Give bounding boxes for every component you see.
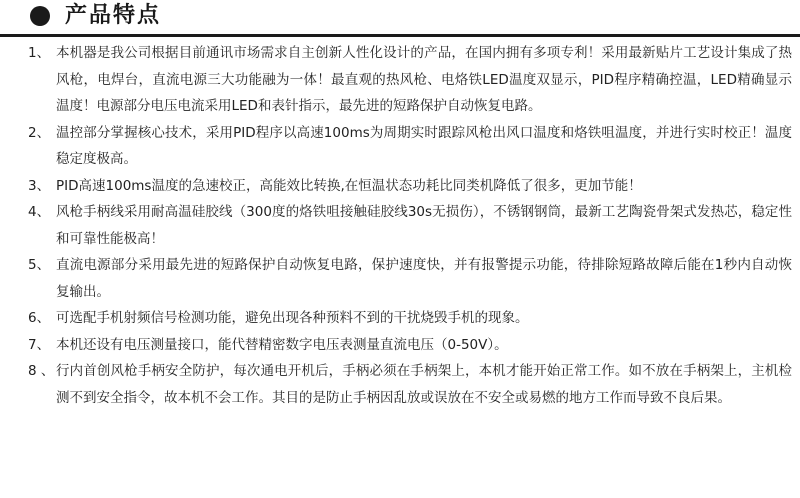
- feature-text: 行内首创风枪手柄安全防护，每次通电开机后，手柄必须在手柄架上，本机才能开始正常工作。如不放在手柄架上，主机检测不到安全指令，故本机不会工作。其目的是防止手柄因乱放或误放在不安全或易燃的地方工作而导致不良后果。: [56, 363, 792, 406]
- feature-number: 8 、: [28, 363, 55, 379]
- feature-item: [0, 173, 800, 200]
- feature-item: [0, 120, 800, 173]
- feature-number: 4、: [28, 204, 51, 220]
- section-title: 产品特点: [65, 3, 162, 28]
- feature-text: 本机还设有电压测量接口，能代替精密数字电压表测量直流电压（0-50V）。: [56, 336, 508, 353]
- feature-number: 1、: [28, 45, 51, 61]
- filled-circle-icon: [30, 6, 50, 26]
- feature-number: 7、: [28, 336, 51, 353]
- feature-number: 3、: [28, 177, 51, 194]
- section-header: [0, 0, 800, 40]
- feature-number: 5、: [28, 257, 51, 273]
- feature-item: [0, 40, 800, 120]
- feature-item: [0, 199, 800, 252]
- feature-item: [0, 305, 800, 332]
- header-divider: [0, 34, 800, 37]
- feature-text: 本机器是我公司根据目前通讯市场需求自主创新人性化设计的产品，在国内拥有多项专利！采用最新贴片工艺设计集成了热风枪，电焊台，直流电源三大功能融为一体！最直观的热风枪、电烙铁LED温度双显示，PID程序精确控温，LED精确显示温度！电源部分电压电流采用LED和表针指示，最先进的短路保护自动恢复电路。: [56, 45, 792, 114]
- feature-item: [0, 332, 800, 359]
- feature-text: 风枪手柄线采用耐高温硅胶线（300度的烙铁咀接触硅胶线30s无损伤），不锈钢钢筒，最新工艺陶瓷骨架式发热芯，稳定性和可靠性能极高！: [56, 204, 792, 247]
- feature-text: 温控部分掌握核心技术，采用PID程序以高速100ms为周期实时跟踪风枪出风口温度和烙铁咀温度，并进行实时校正！温度稳定度极高。: [56, 124, 792, 167]
- feature-text: 直流电源部分采用最先进的短路保护自动恢复电路，保护速度快，并有报警提示功能，待排除短路故障后能在1秒内自动恢复输出。: [56, 257, 792, 300]
- feature-text: 可选配手机射频信号检测功能，避免出现各种预料不到的干扰烧毁手机的现象。: [56, 310, 529, 326]
- feature-text: PID高速100ms温度的急速校正，高能效比转换,在恒温状态功耗比同类机降低了很多，更加节能！: [56, 177, 642, 194]
- feature-item: [0, 252, 800, 305]
- feature-item: [0, 358, 800, 411]
- feature-number: 6、: [28, 310, 51, 326]
- feature-number: 2、: [28, 124, 51, 141]
- feature-list: [0, 40, 800, 411]
